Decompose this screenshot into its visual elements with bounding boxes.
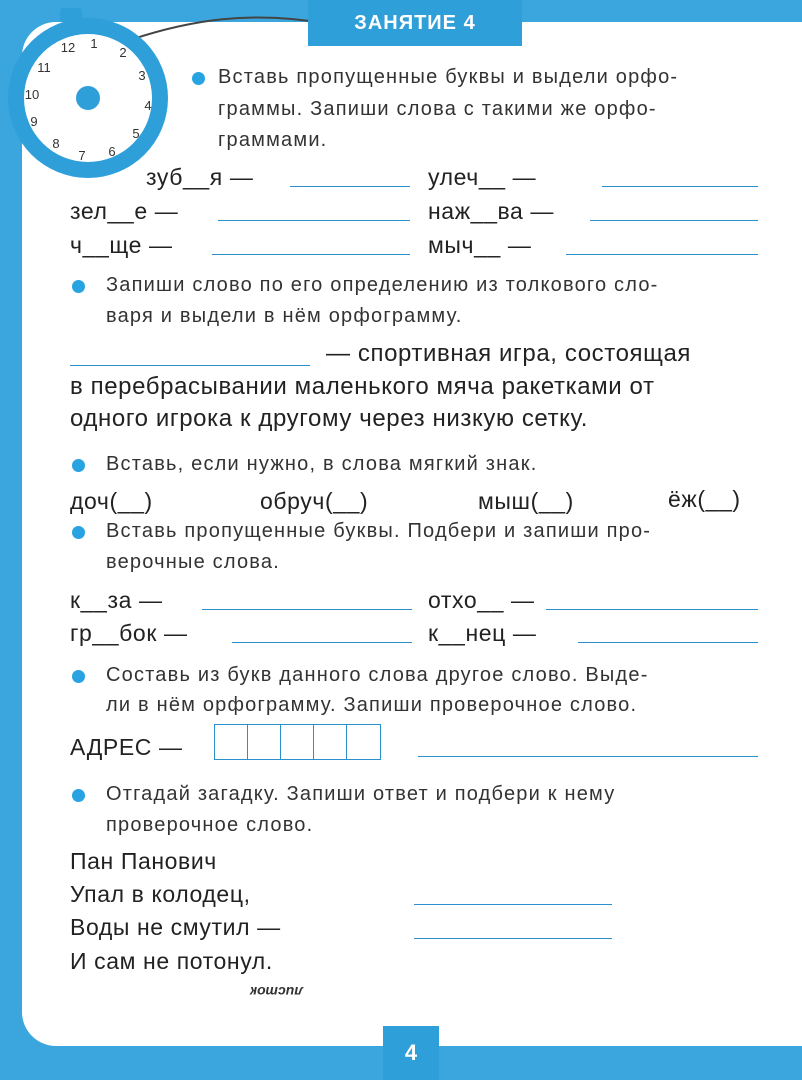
- exercise-word: гр__бок —: [70, 620, 188, 646]
- clock-number: 10: [24, 87, 40, 102]
- task1-instruction: Вставь пропущенные буквы и выдели орфо-: [218, 66, 679, 88]
- exercise-word: обруч(__): [260, 488, 369, 514]
- answer-line[interactable]: [590, 220, 758, 221]
- clock-number: 9: [30, 114, 38, 129]
- clock-number: 12: [60, 40, 76, 55]
- lesson-tab: ЗАНЯТИЕ 4: [308, 0, 522, 46]
- bullet-icon: [192, 72, 205, 85]
- exercise-word: к__нец —: [428, 620, 537, 646]
- answer-line[interactable]: [218, 220, 410, 221]
- answer-line[interactable]: [546, 609, 758, 610]
- letter-boxes: [214, 724, 381, 760]
- exercise-word: мыш(__): [478, 488, 574, 514]
- letter-box[interactable]: [248, 725, 281, 759]
- task1-instruction: граммы. Запиши слова с такими же орфо-: [218, 98, 657, 120]
- exercise-word: ч__ще —: [70, 232, 173, 258]
- definition-text: — спортивная игра, состоящая: [326, 340, 692, 367]
- clock-number: 7: [78, 148, 86, 163]
- clock-number: 2: [119, 45, 127, 60]
- task1-instruction: граммами.: [218, 129, 328, 151]
- answer-line[interactable]: [566, 254, 758, 255]
- answer-line[interactable]: [578, 642, 758, 643]
- exercise-word: зуб__я —: [146, 164, 254, 190]
- riddle-line: Воды не смутил —: [70, 914, 281, 940]
- task4-instruction: верочные слова.: [106, 551, 280, 573]
- task2-instruction: Запиши слово по его определению из толкового сло-: [106, 274, 659, 296]
- letter-box[interactable]: [314, 725, 347, 759]
- definition-text: одного игрока к другому через низкую сетку.: [70, 405, 588, 432]
- clock-number: 6: [108, 144, 116, 159]
- clock-number: 8: [52, 136, 60, 151]
- task3-instruction: Вставь, если нужно, в слова мягкий знак.: [106, 453, 538, 475]
- task6-instruction: проверочное слово.: [106, 814, 314, 836]
- letter-box[interactable]: [281, 725, 314, 759]
- exercise-word: улеч__ —: [428, 164, 537, 190]
- task5-instruction: Составь из букв данного слова другое слово. Выде-: [106, 664, 649, 686]
- task2-instruction: варя и выдели в нём орфограмму.: [106, 305, 463, 327]
- task5-instruction: ли в нём орфограмму. Запиши проверочное слово.: [106, 694, 638, 716]
- answer-line[interactable]: [212, 254, 410, 255]
- answer-line[interactable]: [602, 186, 758, 187]
- task4-instruction: Вставь пропущенные буквы. Подбери и запиши про-: [106, 520, 652, 542]
- exercise-word: доч(__): [70, 488, 153, 514]
- clock-number: 3: [138, 68, 146, 83]
- clock-number: 4: [144, 98, 152, 113]
- clock-icon: [2, 8, 174, 180]
- exercise-word: отхо__ —: [428, 587, 535, 613]
- clock-number: 11: [37, 60, 51, 75]
- page-number: 4: [383, 1026, 439, 1080]
- exercise-word: к__за —: [70, 587, 163, 613]
- bullet-icon: [72, 280, 85, 293]
- answer-line[interactable]: [202, 609, 412, 610]
- bullet-icon: [72, 526, 85, 539]
- answer-line[interactable]: [418, 756, 758, 757]
- answer-line[interactable]: [414, 938, 612, 939]
- letter-box[interactable]: [215, 725, 248, 759]
- bullet-icon: [72, 789, 85, 802]
- exercise-word: зел__е —: [70, 198, 179, 224]
- riddle-line: Упал в колодец,: [70, 881, 251, 907]
- exercise-word: мыч__ —: [428, 232, 532, 258]
- answer-line[interactable]: [290, 186, 410, 187]
- riddle-line: Пан Панович: [70, 848, 217, 874]
- clock-number: 1: [90, 36, 98, 51]
- exercise-word: наж__ва —: [428, 198, 555, 224]
- task6-instruction: Отгадай загадку. Запиши ответ и подбери к нему: [106, 783, 616, 805]
- exercise-word: ёж(__): [668, 486, 741, 512]
- exercise-word: АДРЕС —: [70, 734, 183, 760]
- letter-box[interactable]: [347, 725, 380, 759]
- definition-text: в перебрасывании маленького мяча ракетками от: [70, 373, 655, 400]
- riddle-line: И сам не потонул.: [70, 948, 273, 974]
- bullet-icon: [72, 459, 85, 472]
- bullet-icon: [72, 670, 85, 683]
- clock-number: 5: [132, 126, 140, 141]
- answer-line[interactable]: [414, 904, 612, 905]
- riddle-answer: листок: [250, 984, 303, 1000]
- answer-line[interactable]: [70, 365, 310, 366]
- answer-line[interactable]: [232, 642, 412, 643]
